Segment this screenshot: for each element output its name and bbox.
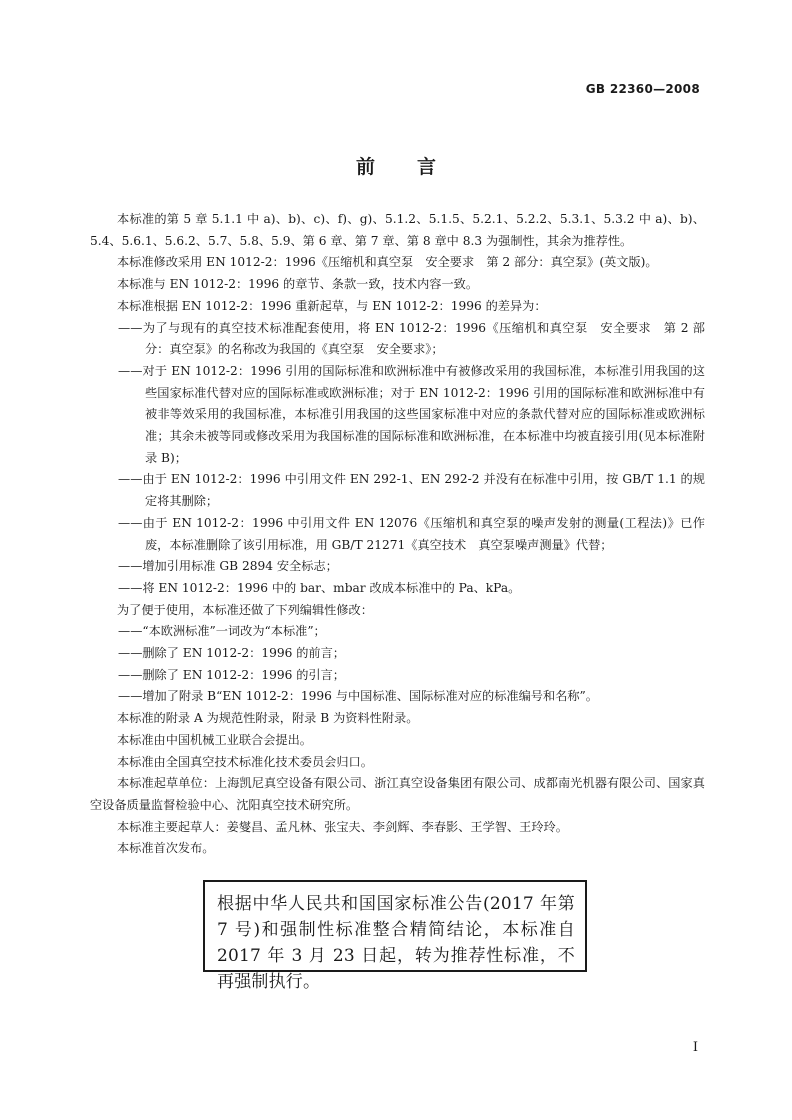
- paragraph: 本标准根据 EN 1012-2：1996 重新起草，与 EN 1012-2：1996 的差异为：: [117, 298, 547, 313]
- standard-code: GB 22360—2008: [585, 82, 700, 96]
- paragraph: 本标准起草单位：上海凯尼真空设备有限公司、浙江真空设备集团有限公司、成都南光机器有限公司、国家真空设备质量监督检验中心、沈阳真空技术研究所。: [90, 776, 705, 812]
- paragraph: 本标准主要起草人：姜燮昌、孟凡林、张宝夫、李剑辉、李春影、王学智、王玲玲。: [117, 819, 568, 834]
- dash-list-item: ——增加了附录 B“EN 1012-2：1996 与中国标准、国际标准对应的标准编号和名称”。: [118, 689, 598, 704]
- paragraph: 本标准由中国机械工业联合会提出。: [117, 732, 312, 747]
- paragraph: 本标准修改采用 EN 1012-2：1996《压缩机和真空泵 安全要求 第 2 部分：真空泵》(英文版)。: [117, 255, 658, 270]
- page-number: I: [692, 1040, 698, 1055]
- foreword-body: [90, 209, 705, 860]
- paragraph: 本标准首次发布。: [117, 841, 215, 856]
- status-notice-box: 根据中华人民共和国国家标准公告(2017 年第 7 号)和强制性标准整合精简结论，本标准自 2017 年 3 月 23 日起，转为推荐性标准，不再强制执行。: [203, 880, 587, 972]
- paragraph: 为了便于使用，本标准还做了下列编辑性修改：: [117, 602, 373, 617]
- paragraph: 本标准由全国真空技术标准化技术委员会归口。: [117, 754, 373, 769]
- paragraph: 本标准的第 5 章 5.1.1 中 a)、b)、c)、f)、g)、5.1.2、5.1.5、5.2.1、5.2.2、5.3.1、5.3.2 中 a)、b)、5.4、5.6.1、5.6.2、5.7、5.8、5.9、第 6 章、第 7 章、第 8 章中 8.3 为强制性，其余为推荐性。: [90, 212, 705, 248]
- dash-list-item: ——将 EN 1012-2：1996 中的 bar、mbar 改成本标准中的 Pa、kPa。: [118, 580, 521, 595]
- dash-list-item: ——为了与现有的真空技术标准配套使用，将 EN 1012-2：1996《压缩机和真空泵 安全要求 第 2 部分：真空泵》的名称改为我国的《真空泵 安全要求》；: [118, 320, 705, 357]
- paragraph: 本标准与 EN 1012-2：1996 的章节、条款一致，技术内容一致。: [117, 277, 479, 292]
- dash-list-item: ——由于 EN 1012-2：1996 中引用文件 EN 292-1、EN 292-2 并没有在标准中引用，按 GB/T 1.1 的规定将其删除；: [118, 472, 705, 509]
- dash-list-item: ——对于 EN 1012-2：1996 引用的国际标准和欧洲标准中有被修改采用的我国标准，本标准引用我国的这些国家标准代替对应的国际标准或欧洲标准；对于 EN 1012-2：1996 引用的国际标准和欧洲标准中有被非等效采用的我国标准，本标准引用我国的这些国家标准中对应的条款代替对应的国际标准或欧洲标准；其余未被等同或修改采用为我国标准的国际标准和欧洲标准，在本标准中均被直接引用(见本标准附录 B)；: [118, 363, 705, 465]
- page-title: 前言: [355, 156, 478, 178]
- dash-list-item: ——删除了 EN 1012-2：1996 的引言；: [118, 667, 345, 682]
- dash-list-item: ——由于 EN 1012-2：1996 中引用文件 EN 12076《压缩机和真空泵的噪声发射的测量(工程法)》已作废，本标准删除了该引用标准，用 GB/T 21271《真空技术 真空泵噪声测量》代替；: [118, 515, 705, 552]
- dash-list-item: ——增加引用标准 GB 2894 安全标志；: [118, 559, 338, 574]
- dash-list-item: ——删除了 EN 1012-2：1996 的前言；: [118, 646, 345, 661]
- paragraph: 本标准的附录 A 为规范性附录，附录 B 为资料性附录。: [117, 711, 419, 726]
- dash-list-item: ——“本欧洲标准”一词改为“本标准”；: [118, 624, 326, 639]
